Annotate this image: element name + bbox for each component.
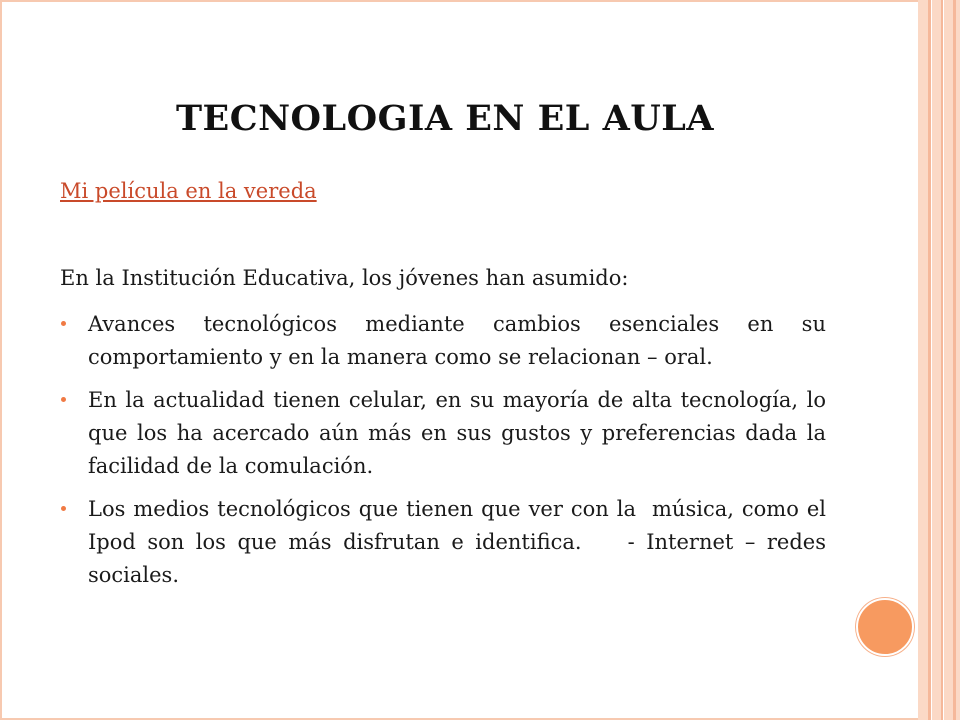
slide-title: TECNOLOGIA EN EL AULA <box>175 98 715 139</box>
bullet-icon <box>61 397 66 402</box>
stripe <box>941 0 943 720</box>
bullet-item <box>60 308 826 374</box>
decorative-circle <box>856 598 914 656</box>
bullet-text: En la actualidad tienen celular, en su mayoría de alta tecnología, lo que los ha acercado aún más en sus gustos y preferencias dada la facilidad de la comulación. <box>88 388 826 478</box>
bullet-icon <box>61 506 66 511</box>
stripe <box>918 0 928 720</box>
stripe <box>932 0 941 720</box>
stripe <box>928 0 931 720</box>
bullet-list <box>60 308 833 602</box>
stripe <box>944 0 953 720</box>
bullet-item <box>60 493 833 592</box>
decorative-stripes <box>918 0 960 720</box>
intro-text: En la Institución Educativa, los jóvenes han asumido: <box>60 266 629 290</box>
bullet-item <box>60 384 826 483</box>
bullet-text: Los medios tecnológicos que tienen que ver con la música, como el Ipod son los que más disfrutan e identifica. - Internet – redes sociales. <box>88 497 833 587</box>
stripe <box>956 0 960 720</box>
bullet-text: Avances tecnológicos mediante cambios esenciales en su comportamiento y en la manera como se relacionan – oral. <box>88 312 826 369</box>
video-link[interactable]: Mi película en la vereda <box>60 179 317 203</box>
bullet-icon <box>61 321 66 326</box>
